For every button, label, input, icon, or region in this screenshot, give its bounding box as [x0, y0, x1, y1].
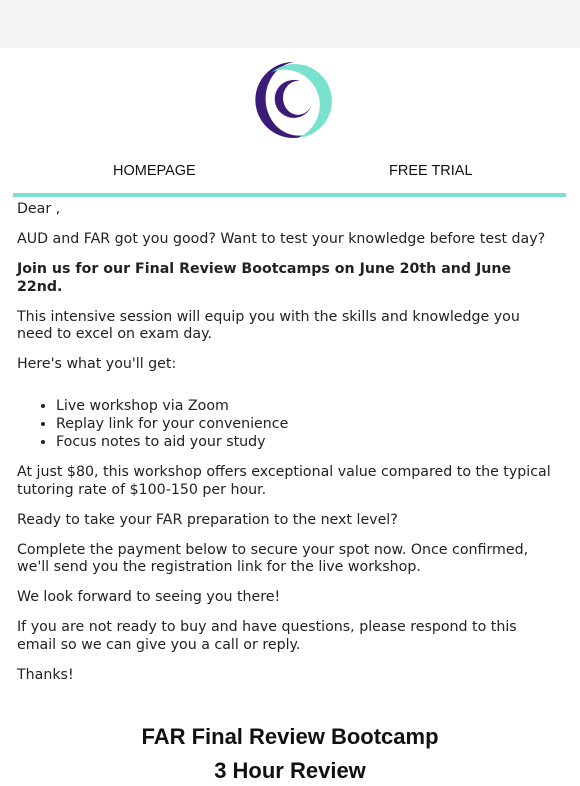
cta-question-text: Ready to take your FAR preparation to the next level?	[17, 511, 398, 528]
nav-link-free-trial[interactable]: FREE TRIAL	[389, 163, 473, 179]
payment-note-text: Complete the payment below to secure your spot now. Once confirmed, we'll send you the registration link for the live workshop.	[17, 541, 529, 576]
section-subtitle: 3 Hour Review	[214, 758, 366, 783]
list-item: • Replay link for your convenience	[56, 416, 557, 434]
logo-svg	[250, 58, 334, 142]
section-title: FAR Final Review Bootcamp	[141, 724, 439, 749]
pricing-text: At just $80, this workshop offers exceptional value compared to the typical tutoring rate of $100-150 per hour.	[17, 464, 551, 498]
questions-note-text: If you are not ready to buy and have questions, please respond to this email so we can give you a call or reply.	[17, 619, 517, 653]
intro-text: AUD and FAR got you good? Want to test your knowledge before test day?	[17, 231, 546, 247]
nav-link-homepage[interactable]: HOMEPAGE	[113, 163, 196, 179]
benefits-intro-text: Here's what you'll get:	[17, 356, 177, 372]
description-text: This intensive session will equip you with the skills and knowledge you need to excel on exam day.	[17, 308, 520, 342]
greeting-text: Dear ,	[17, 201, 61, 217]
headline-text: Join us for our Final Review Bootcamps on June 20th and June 22nd.	[17, 261, 512, 295]
email-preheader-band	[0, 0, 580, 48]
benefits-list	[17, 398, 557, 452]
logo-inner-swirl	[275, 80, 312, 118]
email-body	[17, 201, 557, 697]
signoff-text: Thanks!	[17, 666, 74, 683]
nav-bar	[13, 157, 566, 197]
closing-line-text: We look forward to seeing you there!	[17, 589, 281, 606]
list-item: • Focus notes to aid your study	[56, 434, 557, 452]
list-item: • Live workshop via Zoom	[56, 398, 557, 416]
swirl-ring-logo-icon[interactable]	[250, 58, 334, 142]
